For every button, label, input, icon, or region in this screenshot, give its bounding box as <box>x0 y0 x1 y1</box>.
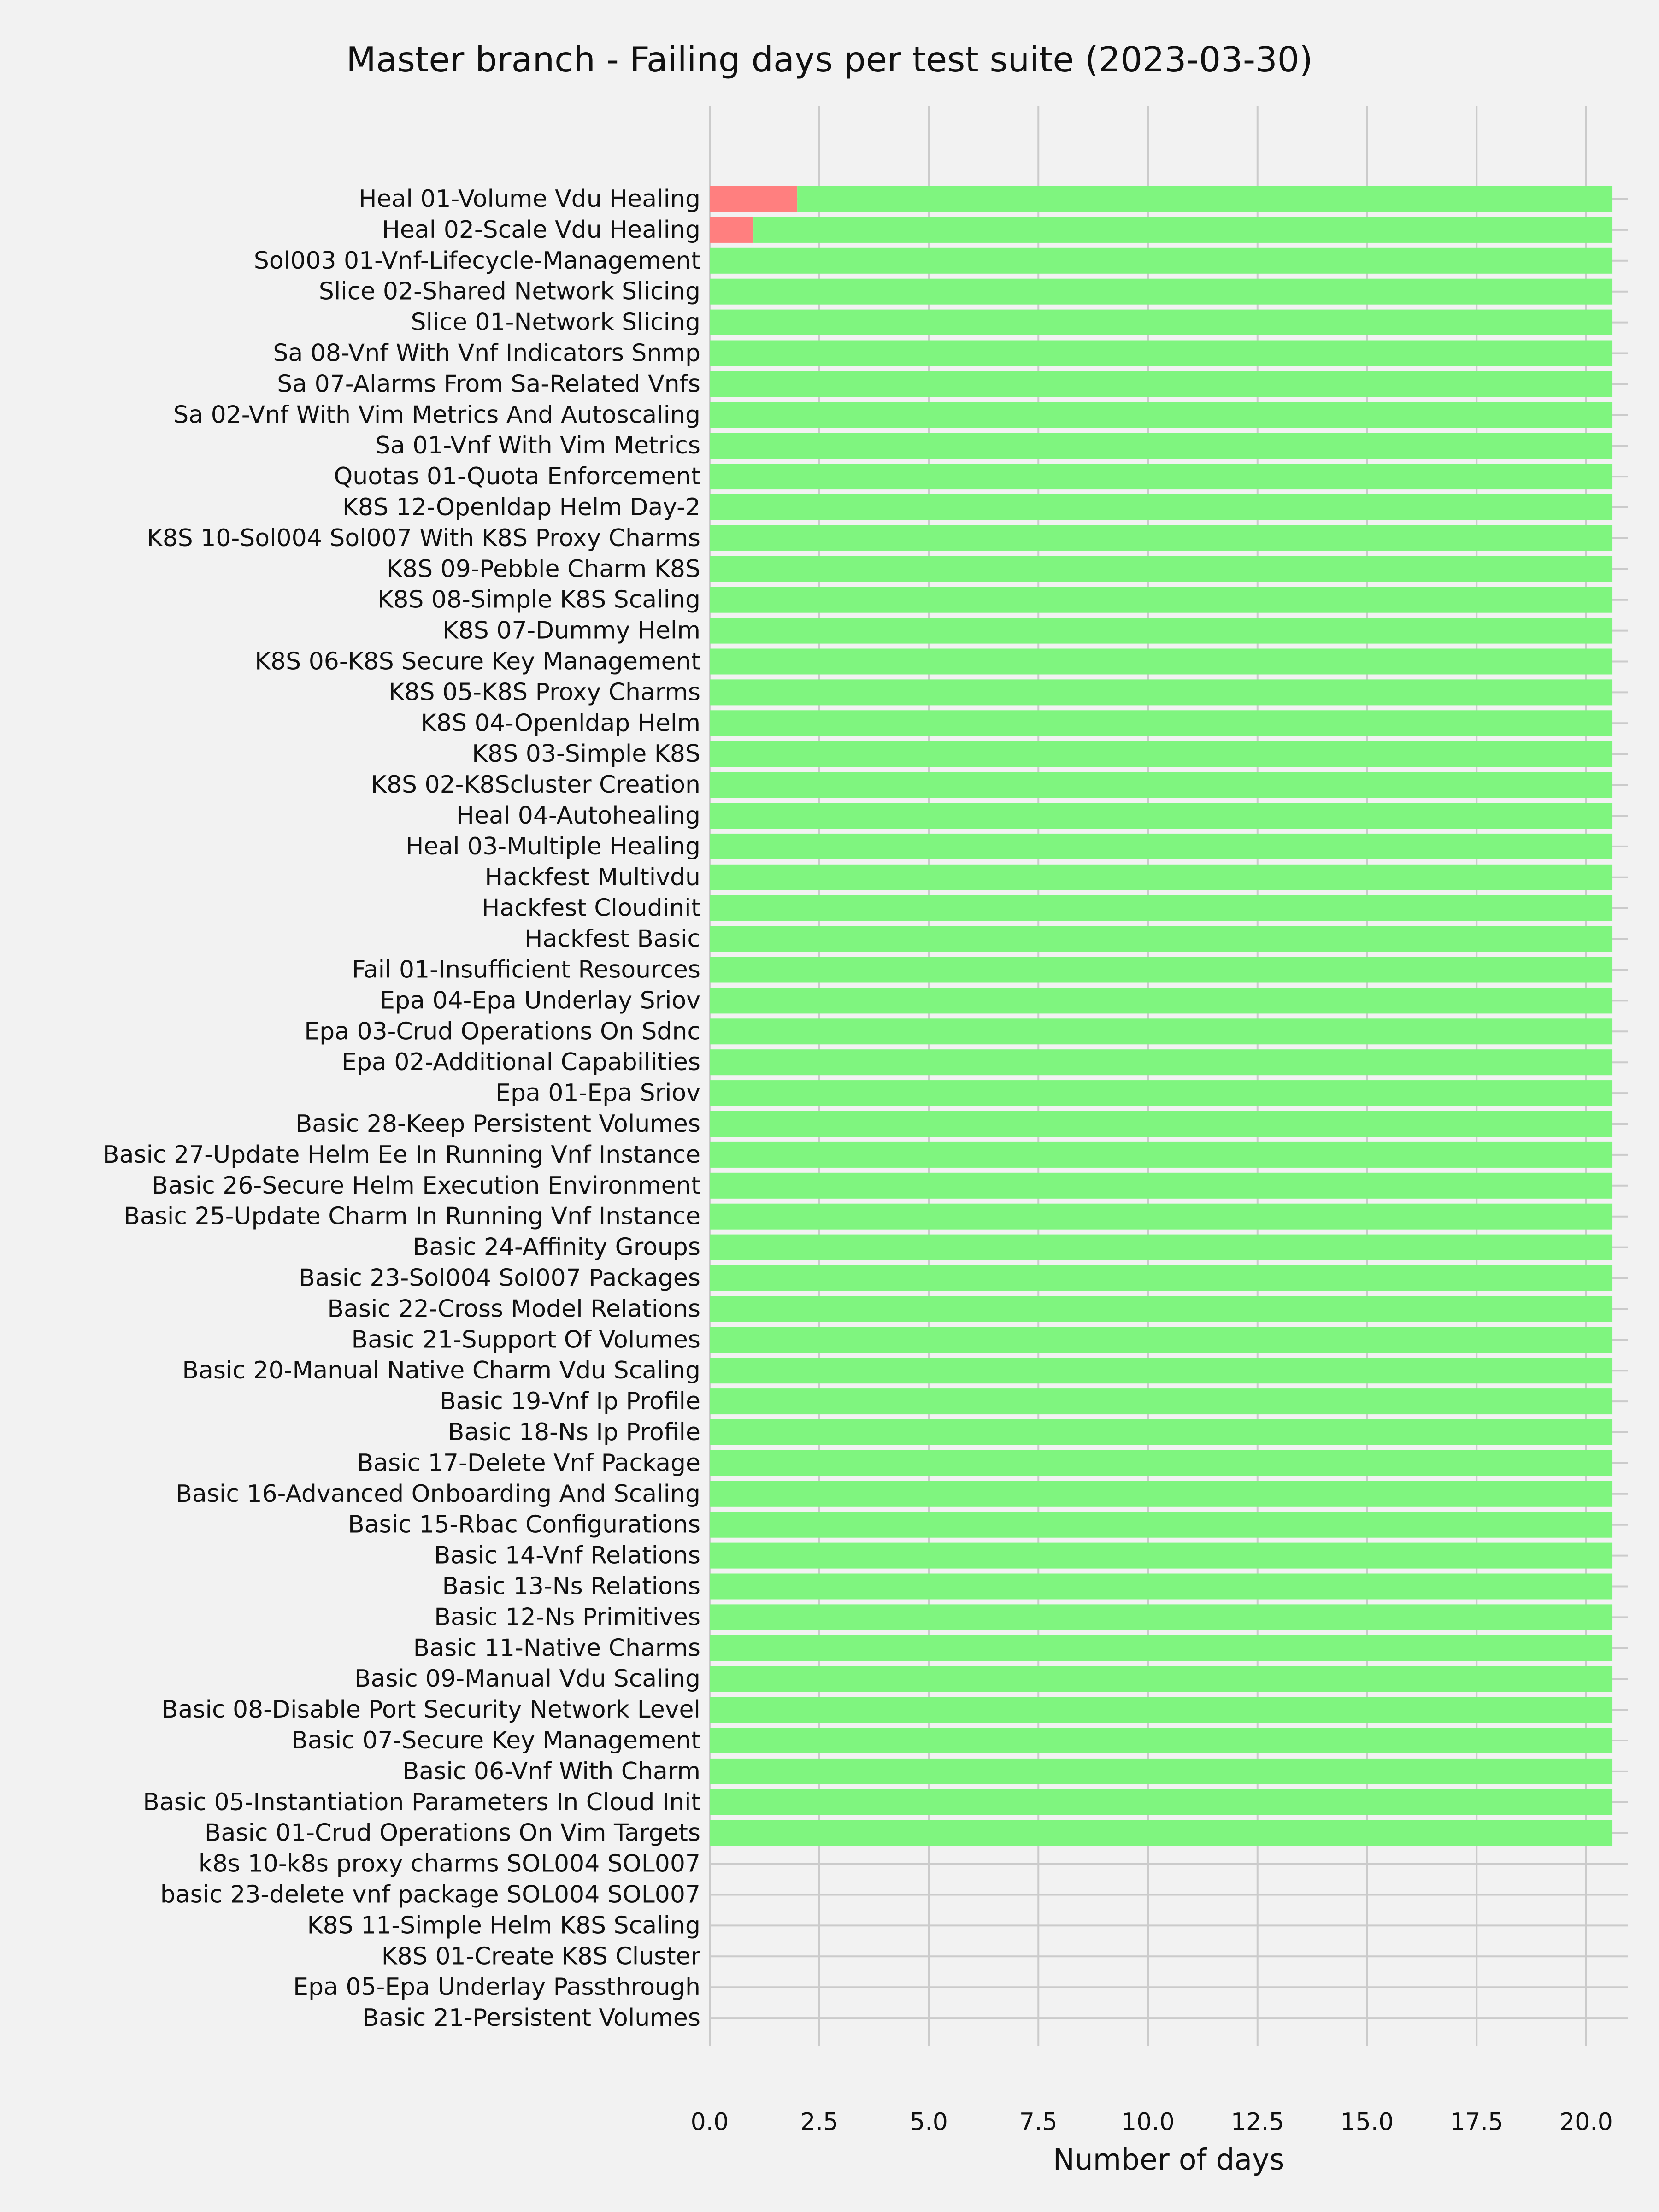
y-tick-label: Sa 01-Vnf With Vim Metrics <box>375 432 700 460</box>
y-tick-label: k8s 10-k8s proxy charms SOL004 SOL007 <box>198 1850 700 1878</box>
y-tick-label: Slice 02-Shared Network Slicing <box>318 277 700 306</box>
y-tick-label: Basic 11-Native Charms <box>413 1634 700 1662</box>
y-tick-label: Fail 01-Insufficient Resources <box>352 956 700 984</box>
y-tick-label: Epa 03-Crud Operations On Sdnc <box>304 1018 700 1046</box>
y-tick-label: K8S 06-K8S Secure Key Management <box>254 647 700 676</box>
x-tick-label: 2.5 <box>800 2108 839 2136</box>
y-tick-label: Basic 12-Ns Primitives <box>434 1603 700 1631</box>
y-tick-label: Basic 18-Ns Ip Profile <box>447 1418 700 1446</box>
bar-pass <box>710 926 1612 952</box>
bar-pass <box>710 1235 1612 1260</box>
bar-pass <box>753 217 1612 243</box>
y-tick-label: K8S 08-Simple K8S Scaling <box>377 586 700 614</box>
bar-pass <box>710 1204 1612 1230</box>
y-tick-label: Sa 08-Vnf With Vnf Indicators Snmp <box>273 339 700 367</box>
bar-pass <box>710 1327 1612 1353</box>
y-tick-label: Heal 04-Autohealing <box>456 802 700 830</box>
bar-pass <box>710 1820 1612 1846</box>
y-tick-label: Heal 01-Volume Vdu Healing <box>359 185 700 213</box>
y-tick-label: K8S 07-Dummy Helm <box>442 617 700 645</box>
y-tick-label: Basic 28-Keep Persistent Volumes <box>295 1110 700 1138</box>
y-tick-label: Hackfest Cloudinit <box>482 894 700 922</box>
y-tick-label: K8S 03-Simple K8S <box>472 740 700 768</box>
bar-pass <box>710 772 1612 798</box>
y-tick-label: Hackfest Basic <box>524 925 700 953</box>
bar-pass <box>710 679 1612 705</box>
y-tick-label: Basic 23-Sol004 Sol007 Packages <box>299 1264 700 1292</box>
x-tick-label: 0.0 <box>690 2108 729 2136</box>
y-tick-label: Sa 02-Vnf With Vim Metrics And Autoscaling <box>173 401 700 429</box>
y-tick-label: Basic 19-Vnf Ip Profile <box>439 1388 700 1416</box>
y-tick-label: Heal 03-Multiple Healing <box>406 832 700 860</box>
bar-pass <box>710 402 1612 428</box>
x-tick-label: 5.0 <box>910 2108 948 2136</box>
bar-pass <box>710 1296 1612 1322</box>
y-tick-label: Basic 16-Advanced Onboarding And Scaling <box>176 1480 700 1508</box>
bar-pass <box>710 371 1612 397</box>
bar-pass <box>710 957 1612 983</box>
y-tick-label: Basic 05-Instantiation Parameters In Cloud Init <box>143 1788 700 1816</box>
y-tick-label: Quotas 01-Quota Enforcement <box>334 463 700 491</box>
y-tick-label: Epa 04-Epa Underlay Sriov <box>380 987 700 1015</box>
bar-pass <box>710 1635 1612 1661</box>
y-tick-label: Basic 26-Secure Helm Execution Environment <box>152 1171 700 1200</box>
bar-pass <box>710 556 1612 582</box>
y-tick-label: Basic 14-Vnf Relations <box>434 1541 700 1570</box>
bar-pass <box>710 710 1612 736</box>
x-tick-labels <box>691 2108 1613 2136</box>
y-tick-label: Basic 25-Update Charm In Running Vnf Instance <box>124 1202 700 1230</box>
bar-pass <box>710 1388 1612 1414</box>
bar-pass <box>710 310 1612 335</box>
y-tick-label: Basic 20-Manual Native Charm Vdu Scaling <box>182 1357 700 1385</box>
bar-pass <box>710 1265 1612 1291</box>
bar-pass <box>710 1512 1612 1538</box>
bar-pass <box>710 464 1612 489</box>
y-tick-label: Basic 01-Crud Operations On Vim Targets <box>204 1819 700 1847</box>
bar-pass <box>710 1604 1612 1630</box>
bar-fail <box>710 186 797 212</box>
bar-pass <box>710 1574 1612 1600</box>
y-tick-label: Epa 02-Additional Capabilities <box>341 1048 700 1077</box>
bar-pass <box>710 618 1612 644</box>
y-tick-label: Hackfest Multivdu <box>485 863 700 891</box>
y-tick-label: Slice 01-Network Slicing <box>411 308 700 336</box>
y-tick-label: Epa 01-Epa Sriov <box>495 1079 700 1107</box>
bar-pass <box>710 1142 1612 1168</box>
y-tick-label: Basic 21-Persistent Volumes <box>362 2004 700 2032</box>
bar-pass <box>710 587 1612 613</box>
x-tick-label: 17.5 <box>1450 2108 1504 2136</box>
bar-pass <box>710 1666 1612 1692</box>
bar-pass <box>710 865 1612 890</box>
bar-pass <box>710 741 1612 767</box>
x-tick-label: 10.0 <box>1121 2108 1175 2136</box>
bar-pass <box>710 433 1612 459</box>
y-tick-label: basic 23-delete vnf package SOL004 SOL007 <box>160 1881 700 1909</box>
bar-pass <box>710 1789 1612 1815</box>
y-tick-label: Basic 07-Secure Key Management <box>291 1727 700 1754</box>
chart-title: Master branch - Failing days per test suite (2023-03-30) <box>346 39 1313 80</box>
y-tick-label: Basic 06-Vnf With Charm <box>402 1757 700 1785</box>
bar-fail <box>710 217 753 243</box>
y-tick-label: K8S 04-Openldap Helm <box>420 709 700 737</box>
bar-pass <box>710 1358 1612 1383</box>
bar-pass <box>710 248 1612 274</box>
y-tick-label: Basic 22-Cross Model Relations <box>327 1295 700 1323</box>
bar-pass <box>710 895 1612 921</box>
bar-pass <box>710 1018 1612 1044</box>
x-tick-label: 20.0 <box>1559 2108 1613 2136</box>
bar-pass <box>710 494 1612 520</box>
y-tick-label: K8S 09-Pebble Charm K8S <box>386 555 700 583</box>
y-tick-label: Basic 27-Update Helm Ee In Running Vnf Instance <box>102 1141 700 1169</box>
y-tick-label: Sol003 01-Vnf-Lifecycle-Management <box>253 247 700 275</box>
y-tick-label: K8S 05-K8S Proxy Charms <box>388 678 700 706</box>
bar-pass <box>710 649 1612 675</box>
bar-pass <box>710 1543 1612 1569</box>
bar-pass <box>710 988 1612 1013</box>
bar-pass <box>710 1697 1612 1723</box>
y-tick-label: Sa 07-Alarms From Sa-Related Vnfs <box>277 370 700 398</box>
bar-pass <box>710 834 1612 859</box>
bar-pass <box>710 279 1612 305</box>
bar-pass <box>710 1450 1612 1476</box>
x-tick-label: 12.5 <box>1230 2108 1284 2136</box>
bar-pass <box>710 525 1612 551</box>
bar-pass <box>710 803 1612 829</box>
bar-pass <box>710 1419 1612 1445</box>
bar-pass <box>710 1728 1612 1753</box>
x-tick-label: 7.5 <box>1019 2108 1058 2136</box>
y-tick-label: Heal 02-Scale Vdu Healing <box>382 216 700 244</box>
y-tick-label: K8S 02-K8Scluster Creation <box>371 771 700 799</box>
y-tick-label: Basic 13-Ns Relations <box>442 1572 700 1600</box>
y-tick-label: Basic 17-Delete Vnf Package <box>357 1449 700 1477</box>
bar-pass <box>797 186 1612 212</box>
y-tick-label: K8S 10-Sol004 Sol007 With K8S Proxy Charms <box>147 524 700 552</box>
bar-pass <box>710 1111 1612 1137</box>
y-tick-label: K8S 12-Openldap Helm Day-2 <box>342 494 700 521</box>
bar-pass <box>710 1049 1612 1075</box>
y-tick-label: Basic 09-Manual Vdu Scaling <box>354 1665 700 1693</box>
y-tick-label: Epa 05-Epa Underlay Passthrough <box>293 1973 700 2001</box>
y-tick-label: K8S 01-Create K8S Cluster <box>381 1942 700 1971</box>
y-tick-label: K8S 11-Simple Helm K8S Scaling <box>307 1912 700 1940</box>
y-tick-label: Basic 24-Affinity Groups <box>412 1233 700 1261</box>
bar-pass <box>710 1080 1612 1106</box>
bar-pass <box>710 1481 1612 1507</box>
bar-pass <box>710 1759 1612 1784</box>
y-tick-label: Basic 21-Support Of Volumes <box>351 1326 700 1354</box>
x-axis-label: Number of days <box>1053 2143 1285 2177</box>
y-tick-label: Basic 08-Disable Port Security Network Level <box>161 1696 700 1724</box>
bar-pass <box>710 1173 1612 1199</box>
bar-pass <box>710 341 1612 366</box>
y-tick-label: Basic 15-Rbac Configurations <box>348 1511 700 1539</box>
x-tick-label: 15.0 <box>1340 2108 1394 2136</box>
